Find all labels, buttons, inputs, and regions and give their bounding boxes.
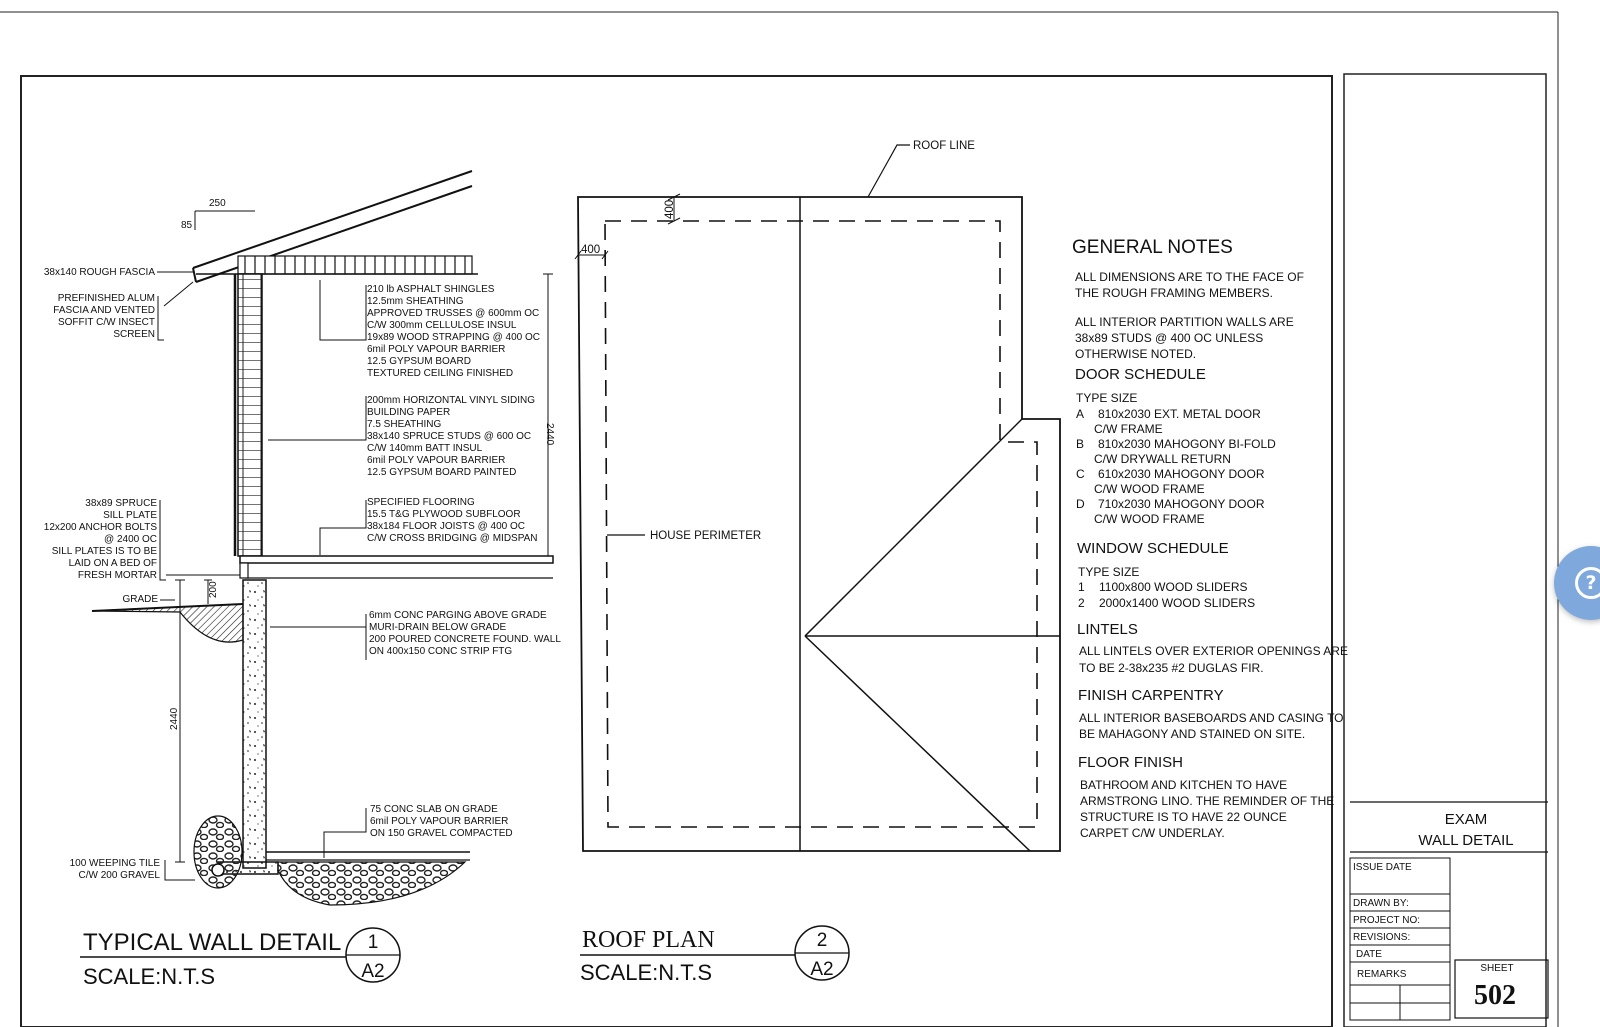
remarks-label: REMARKS [1357,969,1407,980]
sheet-number: 502 [1474,980,1516,1011]
door-size: 810x2030 MAHOGONY BI-FOLD [1098,437,1276,451]
general-notes-heading: GENERAL NOTES [1072,237,1233,258]
project-name-line1: EXAM [1444,811,1488,828]
slab-label-line: 6mil POLY VAPOUR BARRIER [370,816,509,827]
roof-plan-labels [580,140,975,985]
dim-2440-foundation: 2440 [169,707,180,730]
weeping-label-line: C/W 200 GRAVEL [78,870,160,881]
roof-assembly-line: TEXTURED CEILING FINISHED [367,368,514,379]
roof-plan-scale: SCALE:N.T.S [580,960,713,985]
wall-assembly-line: 6mil POLY VAPOUR BARRIER [367,455,506,466]
floor-assembly-line: C/W CROSS BRIDGING @ MIDSPAN [367,533,538,544]
soffit-label-line: FASCIA AND VENTED [53,305,155,316]
sheet-label: SHEET [1480,963,1514,974]
sill-label-line: SILL PLATE [103,510,157,521]
plan-callout-number: 2 [816,930,828,951]
window-type: 2 [1078,596,1085,610]
floor-finish-line: CARPET C/W UNDERLAY. [1080,826,1225,840]
door-note: C/W FRAME [1094,422,1163,436]
floor-assembly-line: 38x184 FLOOR JOISTS @ 400 OC [367,521,525,532]
dim-400-left: 400 [581,244,601,256]
wall-detail-scale: SCALE:N.T.S [83,964,216,989]
window-schedule-columns: TYPE SIZE [1078,565,1140,579]
roof-assembly-line: C/W 300mm CELLULOSE INSUL [367,320,517,331]
sill-label-line: FRESH MORTAR [77,570,157,581]
window-schedule-heading: WINDOW SCHEDULE [1077,540,1229,557]
roof-assembly-line: 6mil POLY VAPOUR BARRIER [367,344,506,355]
project-no-label: PROJECT NO: [1353,915,1421,926]
issue-date-label: ISSUE DATE [1353,862,1412,873]
lintels-line: TO BE 2-38x235 #2 DUGLAS FIR. [1079,661,1264,675]
carpentry-line: BE MAHAGONY AND STAINED ON SITE. [1079,727,1306,741]
floor-finish-heading: FLOOR FINISH [1078,754,1184,771]
door-size: 710x2030 MAHOGONY DOOR [1098,497,1265,511]
dim-85: 85 [181,220,193,231]
wall-assembly-line: 7.5 SHEATHING [367,419,442,430]
roof-outline [578,197,1060,851]
door-type: D [1076,497,1085,511]
roof-plan [575,145,1060,851]
window-size: 1100x800 WOOD SLIDERS [1099,580,1248,594]
house-perimeter-label: HOUSE PERIMETER [650,530,762,542]
slab-label-line: ON 150 GRAVEL COMPACTED [370,828,513,839]
general-note-line: ALL INTERIOR PARTITION WALLS ARE [1075,315,1294,329]
wall-assembly-line: 200mm HORIZONTAL VINYL SIDING [367,395,535,406]
wall-detail-title-block [80,928,400,989]
soffit-label-line: PREFINISHED ALUM [57,293,155,304]
sill-label-line: 38x89 SPRUCE [85,498,157,509]
sill-label-line: 12x200 ANCHOR BOLTS [43,522,157,533]
weeping-label-line: 100 WEEPING TILE [69,858,160,869]
sill-label-line: SILL PLATES IS TO BE [51,546,157,557]
roof-assembly-line: APPROVED TRUSSES @ 600mm OC [367,308,540,319]
lintels-heading: LINTELS [1077,621,1138,638]
revisions-label: REVISIONS: [1353,932,1411,943]
door-type: A [1076,407,1085,421]
roof-plan-title: ROOF PLAN [582,927,715,953]
dim-400-top: 400 [664,199,676,219]
foundation-label-line: ON 400x150 CONC STRIP FTG [369,646,513,657]
soffit-label-line: SOFFIT C/W INSECT [57,317,155,328]
roof-line-label: ROOF LINE [913,140,975,152]
floor-finish-line: STRUCTURE IS TO HAVE 22 OUNCE [1080,810,1287,824]
door-note: C/W WOOD FRAME [1094,482,1205,496]
foundation-label-line: 6mm CONC PARGING ABOVE GRADE [369,610,547,621]
window-type: 1 [1078,580,1085,594]
sill-label-line: LAID ON A BED OF [68,558,157,569]
fascia-label: 38x140 ROUGH FASCIA [43,267,155,278]
door-schedule-columns: TYPE SIZE [1076,391,1138,405]
grade-label: GRADE [122,594,158,605]
weeping-tile-gravel [194,816,242,888]
door-schedule-heading: DOOR SCHEDULE [1075,366,1206,383]
window-size: 2000x1400 WOOD SLIDERS [1099,596,1256,610]
general-notes [1072,237,1348,840]
project-name-line2: WALL DETAIL [1418,832,1514,849]
slab-label-line: 75 CONC SLAB ON GRADE [370,804,498,815]
weeping-tile [212,864,224,876]
door-note: C/W DRYWALL RETURN [1094,452,1231,466]
roof-assembly-line: 12.5 GYPSUM BOARD [367,356,471,367]
roof-slope-line [193,171,472,268]
gravel-bed [278,862,465,905]
roof-valley [805,636,1030,851]
carpentry-line: ALL INTERIOR BASEBOARDS AND CASING TO [1079,711,1344,725]
general-note-line: OTHERWISE NOTED. [1075,347,1197,361]
door-note: C/W WOOD FRAME [1094,512,1205,526]
dim-250: 250 [209,198,226,209]
floor-deck [240,556,553,563]
foundation-wall [243,580,266,868]
roof-assembly-line: 210 lb ASPHALT SHINGLES [367,284,495,295]
wall-assembly-line: 38x140 SPRUCE STUDS @ 600 OC [367,431,532,442]
general-note-line: ALL DIMENSIONS ARE TO THE FACE OF [1075,270,1304,284]
foundation-label-line: 200 POURED CONCRETE FOUND. WALL [369,634,561,645]
door-type: C [1076,467,1085,481]
door-size: 610x2030 MAHOGONY DOOR [1098,467,1265,481]
wall-assembly-line: C/W 140mm BATT INSUL [367,443,483,454]
detail-callout-sheet: A2 [361,961,385,982]
roof-assembly-line: 19x89 WOOD STRAPPING @ 400 OC [367,332,540,343]
roof-valley [805,419,1022,636]
foundation-label-line: MURI-DRAIN BELOW GRADE [369,622,507,633]
finish-carpentry-heading: FINISH CARPENTRY [1078,687,1224,704]
wall-section [238,274,262,556]
detail-callout-number: 1 [367,932,379,953]
general-note-line: THE ROUGH FRAMING MEMBERS. [1075,286,1274,300]
floor-finish-line: BATHROOM AND KITCHEN TO HAVE [1080,778,1288,792]
floor-assembly-line: SPECIFIED FLOORING [367,497,475,508]
sill-label-line: @ 2400 OC [104,534,157,545]
dim-200: 200 [208,581,219,598]
door-type: B [1076,437,1085,451]
roof-assembly-line: 12.5mm SHEATHING [367,296,464,307]
date-label: DATE [1356,949,1382,960]
soffit-label-line: SCREEN [113,329,155,340]
floor-assembly-line: 15.5 T&G PLYWOOD SUBFLOOR [367,509,521,520]
house-perimeter-outline [605,221,1037,827]
wall-assembly-line: 12.5 GYPSUM BOARD PAINTED [367,467,517,478]
lintels-line: ALL LINTELS OVER EXTERIOR OPENINGS ARE [1079,644,1348,658]
door-size: 810x2030 EXT. METAL DOOR [1098,407,1261,421]
general-note-line: 38x89 STUDS @ 400 OC UNLESS [1075,331,1264,345]
drawn-by-label: DRAWN BY: [1353,898,1409,909]
wall-detail-labels [44,198,562,881]
dim-2440-wall: 2440 [544,423,555,446]
wall-detail-title: TYPICAL WALL DETAIL [83,929,342,956]
wall-assembly-line: BUILDING PAPER [367,407,451,418]
floor-finish-line: ARMSTRONG LINO. THE REMINDER OF THE [1080,794,1335,808]
question-circle-icon: ? [1575,567,1600,599]
plan-callout-sheet: A2 [810,959,834,980]
